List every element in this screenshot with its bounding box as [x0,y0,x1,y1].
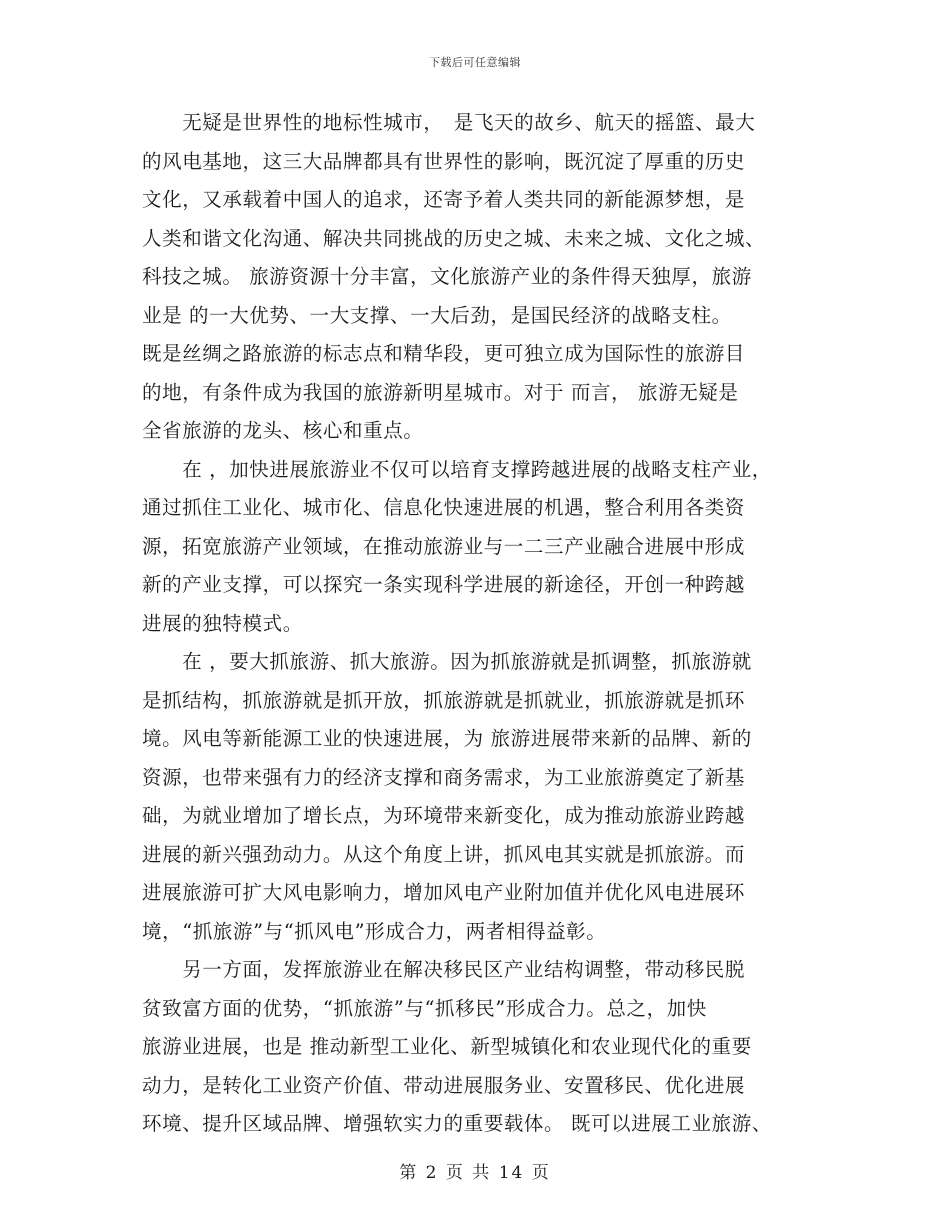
text-line: 是抓结构，抓旅游就是抓开放，抓旅游就是抓就业，抓旅游就是抓环 [142,688,746,712]
text-line: 进展旅游可扩大风电影响力，增加风电产业附加值并优化风电进展环 [142,881,746,904]
text-line: 动力，是转化工业资产价值、带动进展服务业、安置移民、优化进展 [142,1073,746,1097]
text-line: 资源，也带来强有力的经济支撑和商务需求，为工业旅游奠定了新基 [142,765,746,789]
text-line: 在 ，要大抓旅游、抓大旅游。因为抓旅游就是抓调整，抓旅游就 [142,650,752,673]
text-line: 在 ，加快进展旅游业不仅可以培育支撑跨越进展的战略支柱产业， [142,457,772,481]
text-line: 境，“抓旅游”与“抓风电”形成合力，两者相得益彰。 [142,919,607,943]
text-line: 源，拓宽旅游产业领域，在推动旅游业与一二三产业融合进展中形成 [142,534,746,558]
text-line: 业是 的一大优势、一大支撑、一大后劲，是国民经济的战略支柱。 [142,303,732,327]
text-line: 旅游业进展，也是 推动新型工业化、新型城镇化和农业现代化的重要 [142,1035,752,1058]
text-line: 环境、提升区域品牌、增强软实力的重要载体。 既可以进展工业旅游、 [142,1112,772,1135]
text-line: 的风电基地，这三大品牌都具有世界性的影响，既沉淀了厚重的历史 [142,149,746,173]
text-line: 进展的新兴强劲动力。从这个角度上讲，抓风电其实就是抓旅游。而 [142,842,746,866]
page-number-footer: 第 2 页 共 14 页 [399,1163,551,1183]
text-line: 另一方面，发挥旅游业在解决移民区产业结构调整，带动移民脱 [142,958,746,981]
text-line: 既是丝绸之路旅游的标志点和精华段，更可独立成为国际性的旅游目 [142,342,746,365]
text-line: 境。风电等新能源工业的快速进展，为 旅游进展带来新的品牌、新的 [142,727,752,750]
text-line: 人类和谐文化沟通、解决共同挑战的历史之城、未来之城、文化之城、 [142,226,766,250]
text-line: 科技之城。 旅游资源十分丰富，文化旅游产业的条件得天独厚，旅游 [142,265,752,288]
document-body [142,104,822,1144]
text-line: 通过抓住工业化、城市化、信息化快速进展的机遇，整合利用各类资 [142,496,746,519]
text-line: 文化，又承载着中国人的追求，还寄予着人类共同的新能源梦想，是 [142,188,746,211]
text-line: 的地，有条件成为我国的旅游新明星城市。对于 而言， 旅游无疑是 [142,380,739,404]
text-line: 无疑是世界性的地标性城市， 是飞天的故乡、航天的摇篮、最大 [142,111,756,134]
text-line: 贫致富方面的优势，“抓旅游”与“抓移民”形成合力。总之，加快 [142,996,707,1020]
text-line: 全省旅游的龙头、核心和重点。 [142,419,424,442]
text-line: 础，为就业增加了增长点，为环境带来新变化，成为推动旅游业跨越 [142,804,746,827]
text-line: 进展的独特模式。 [142,611,303,635]
page-header: 下载后可任意编辑 [429,56,521,69]
text-line: 新的产业支撑，可以探究一条实现科学进展的新途径，开创一种跨越 [142,573,746,596]
